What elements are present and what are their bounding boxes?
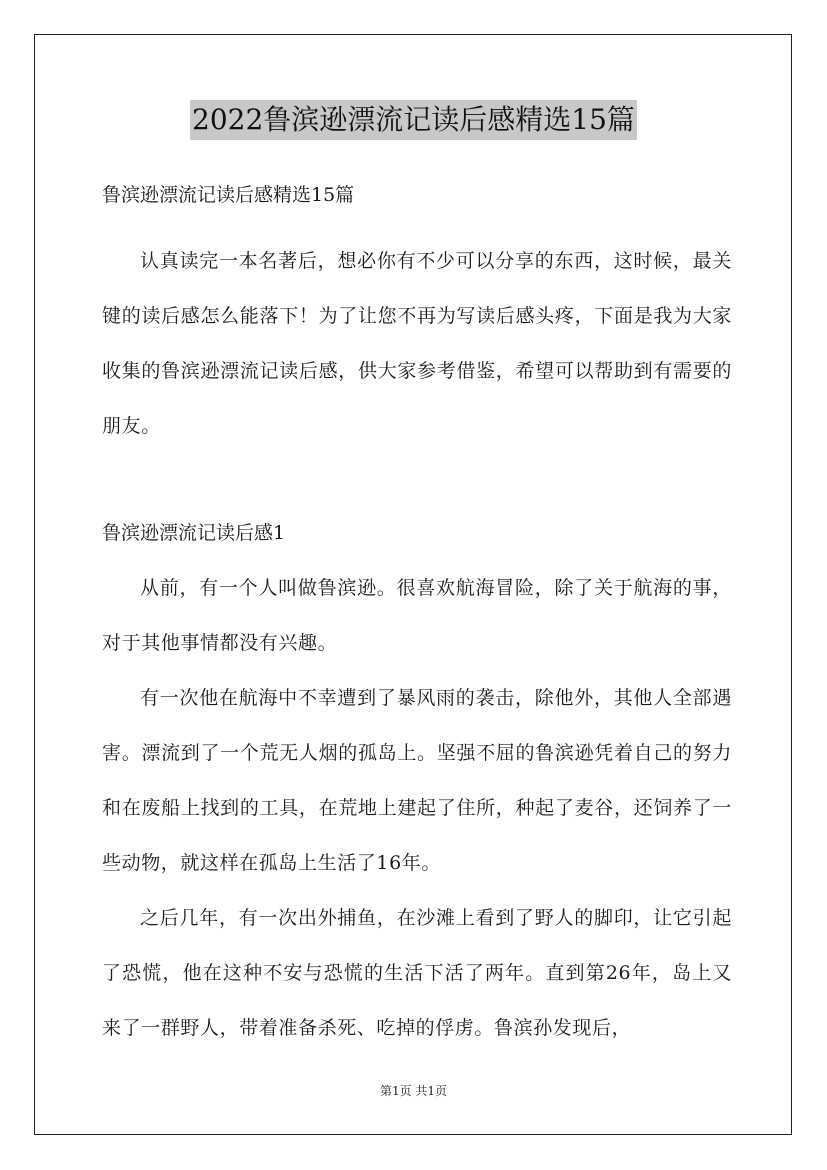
body-paragraph-3: 之后几年，有一次出外捕鱼，在沙滩上看到了野人的脚印，让它引起了恐慌，他在这种不安与恐慌的生活下活了两年。直到第26年，岛上又来了一群野人，带着准备杀死、吃掉的俘虏。鲁滨孙发现后， <box>102 907 732 1039</box>
document-body <box>102 176 732 1056</box>
page-footer <box>0 1082 827 1099</box>
document-subtitle: 鲁滨逊漂流记读后感精选15篇 <box>102 184 355 206</box>
intro-paragraph: 认真读完一本名著后，想必你有不少可以分享的东西，这时候，最关键的读后感怎么能落下！为了让您不再为写读后感头疼，下面是我为大家收集的鲁滨逊漂流记读后感，供大家参考借鉴，希望可以帮助到有需要的朋友。 <box>102 250 732 437</box>
document-title: 2022鲁滨逊漂流记读后感精选15篇 <box>190 100 637 140</box>
body-paragraph-2: 有一次他在航海中不幸遭到了暴风雨的袭击，除他外，其他人全部遇害。漂流到了一个荒无人烟的孤岛上。坚强不屈的鲁滨逊凭着自己的努力和在废船上找到的工具，在荒地上建起了住所，种起了麦谷，还饲养了一些动物，就这样在孤岛上生活了16年。 <box>102 687 732 874</box>
body-paragraph-1: 从前，有一个人叫做鲁滨逊。很喜欢航海冒险，除了关于航海的事，对于其他事情都没有兴趣。 <box>102 577 732 654</box>
title-container <box>0 100 827 140</box>
section-heading: 鲁滨逊漂流记读后感1 <box>102 522 286 544</box>
page-number: 第1页 共1页 <box>379 1084 448 1098</box>
